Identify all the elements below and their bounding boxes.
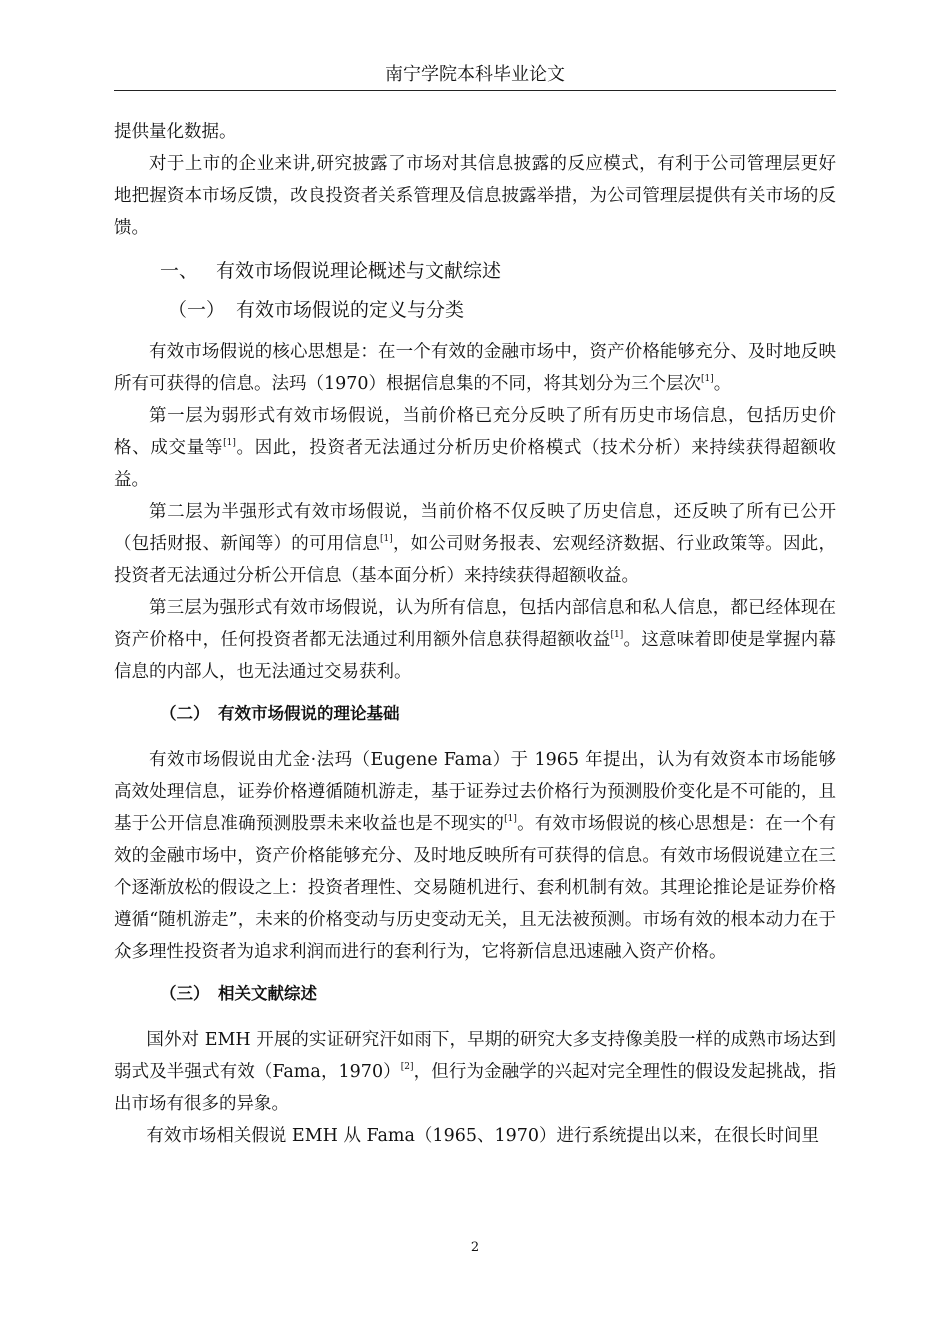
subsection-title: 相关文献综述 xyxy=(218,984,317,1003)
subsection-heading-literature xyxy=(114,978,836,1010)
citation-ref: [1] xyxy=(223,438,236,448)
paragraph-text-end: 。 xyxy=(713,374,732,394)
paragraph-text: 有效市场假说的核心思想是：在一个有效的金融市场中，资产价格能够充分、及时地反映所有可获得的信息。法玛（1970）根据信息集的不同，将其划分为三个层次 xyxy=(114,342,836,394)
paragraph-text-end: 。因此，投资者无法通过分析历史价格模式（技术分析）来持续获得超额收益。 xyxy=(114,438,837,490)
paragraph-semi-strong-form xyxy=(114,496,836,592)
section-number: 一、 xyxy=(160,260,199,282)
paragraph-weak-form xyxy=(114,400,836,496)
paragraph-text-end: ，如公司财务报表、宏观经济数据、行业政策等。因此，投资者无法通过分析公开信息（基本面分析）来持续获得超额收益。 xyxy=(114,534,836,586)
page-number: 2 xyxy=(470,1240,480,1255)
paragraph-text-end: 。这意味着即使是掌握内幕信息的内部人，也无法通过交易获利。 xyxy=(114,630,837,682)
subsection-heading-definition xyxy=(114,292,836,328)
paragraph-core-idea xyxy=(114,336,836,400)
subsection-number: （二） xyxy=(160,704,210,723)
paragraph-theory-basis xyxy=(114,744,836,968)
paragraph-text-end: ，但行为金融学的兴起对完全理性的假设发起挑战，指出市场有很多的异象。 xyxy=(114,1062,837,1114)
paragraph-listed-company: 对于上市的企业来讲,研究披露了市场对其信息披露的反应模式，有利于公司管理层更好地把握资本市场反馈，改良投资者关系管理及信息披露举措，为公司管理层提供有关市场的反馈。 xyxy=(114,154,836,238)
section-title: 有效市场假说理论概述与文献综述 xyxy=(216,260,502,282)
subsection-title: 有效市场假说的理论基础 xyxy=(218,704,400,723)
citation-ref: [1] xyxy=(610,630,624,640)
paragraph-strong-form xyxy=(114,592,836,688)
paragraph-text: 有效市场假说由尤金·法玛（Eugene Fama）于 1965 年提出，认为有效资本市场能够高效处理信息，证券价格遵循随机游走，基于证券过去价格行为预测股价变化是不可能的，且基于公开信息准确预测股票未来收益也是不现实的 xyxy=(114,750,836,834)
subsection-title: 有效市场假说的定义与分类 xyxy=(236,299,465,321)
subsection-number: （三） xyxy=(160,984,210,1003)
running-header: 南宁学院本科毕业论文 xyxy=(114,64,836,91)
paragraph-emh-history: 有效市场相关假说 EMH 从 Fama（1965、1970）进行系统提出以来，在很长时间里 xyxy=(146,1126,820,1146)
paragraph-text: 第一层为弱形式有效市场假说，当前价格已充分反映了所有历史市场信息，包括历史价格、成交量等 xyxy=(114,406,836,458)
paragraph-continued: 提供量化数据。 xyxy=(114,122,237,142)
paragraph-text-end: 。有效市场假说的核心思想是：在一个有效的金融市场中，资产价格能够充分、及时地反映所有可获得的信息。有效市场假说建立在三个逐渐放松的假设之上：投资者理性、交易随机进行、套利机制有效。其理论推论是证券价格遵循“随机游走”，未来的价格变动与历史变动无关，且无法被预测。市场有效的根本动力在于众多理性投资者为追求利润而进行的套利行为，它将新信息迅速融入资产价格。 xyxy=(114,814,837,962)
subsection-number: （一） xyxy=(168,299,226,321)
page-body xyxy=(114,116,836,1152)
paragraph-text: 第二层为半强形式有效市场假说，当前价格不仅反映了历史信息，还反映了所有已公开（包括财报、新闻等）的可用信息 xyxy=(114,502,836,554)
subsection-heading-theory xyxy=(114,698,836,730)
citation-ref: [2] xyxy=(400,1062,414,1072)
citation-ref: [1] xyxy=(701,374,714,384)
paragraph-text: 第三层为强形式有效市场假说，认为所有信息，包括内部信息和私人信息，都已经体现在资产价格中，任何投资者都无法通过利用额外信息获得超额收益 xyxy=(114,598,836,650)
paragraph-foreign-studies xyxy=(114,1024,836,1120)
citation-ref: [1] xyxy=(379,534,393,544)
section-heading-1 xyxy=(114,254,836,288)
paragraph-text: 国外对 EMH 开展的实证研究汗如雨下，早期的研究大多支持像美股一样的成熟市场达到弱式及半强式有效（Fama，1970） xyxy=(114,1030,836,1082)
citation-ref: [1] xyxy=(504,814,517,824)
